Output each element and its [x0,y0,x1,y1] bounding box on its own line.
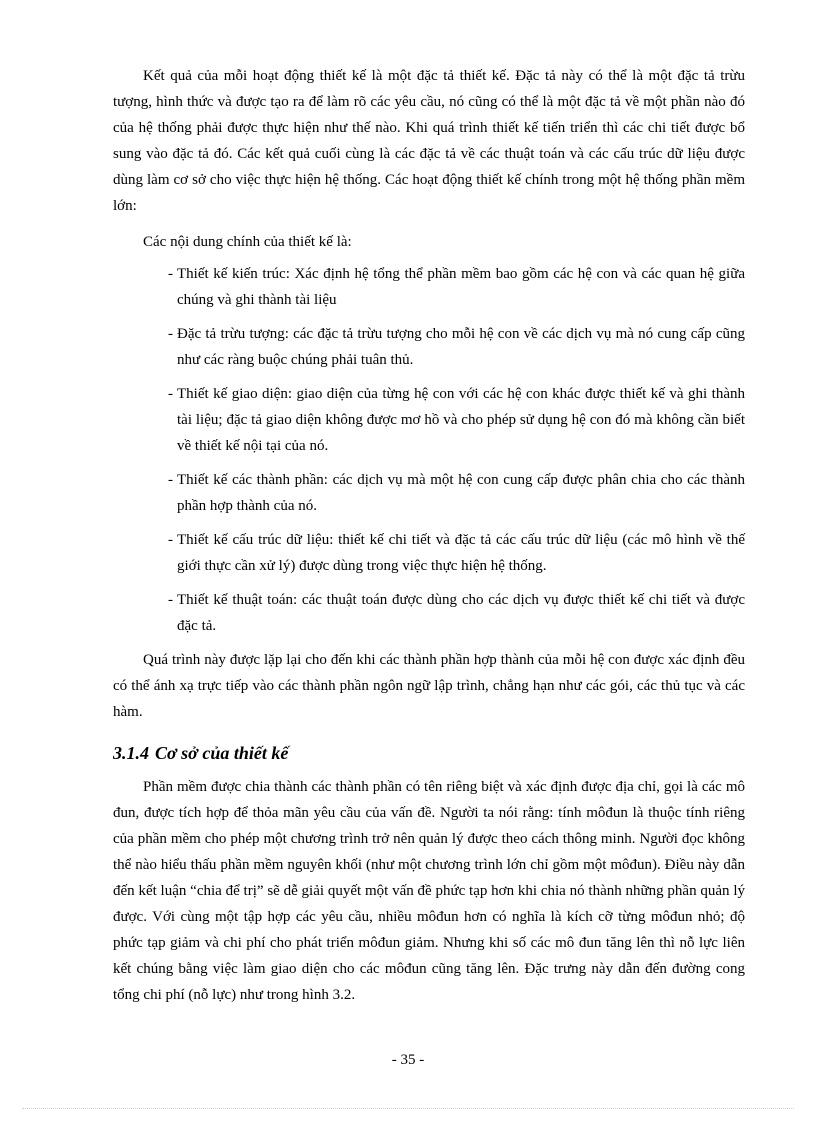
list-item-text: Thiết kế thuật toán: các thuật toán được dùng cho các dịch vụ được thiết kế chi tiết và được đặc tả. [177,592,745,634]
bullet-dash: - [168,532,173,548]
repeat-paragraph: Quá trình này được lặp lại cho đến khi các thành phần hợp thành của mỗi hệ con được xác định đều có thể ánh xạ trực tiếp vào các thành phần ngôn ngữ lập trình, chẳng hạn như các gói, các thủ tục và các hàm. [113,652,745,720]
list-item [168,527,745,579]
page-content [113,63,745,1018]
page-number: - 35 - [391,1052,425,1068]
list-item-text: Thiết kế kiến trúc: Xác định hệ tổng thể phần mềm bao gồm các hệ con và các quan hệ giữa chúng và ghi thành tài liệu [177,266,745,308]
list-item-text: Thiết kế cấu trúc dữ liệu: thiết kế chi tiết và đặc tả các cấu trúc dữ liệu (các mô hình về thế giới thực cần xử lý) được dùng trong việc thực hiện hệ thống. [177,532,745,574]
footer-divider [22,1108,794,1109]
list-item [168,467,745,519]
list-item [168,381,745,459]
bullet-dash: - [168,266,173,282]
list-item-text: Thiết kế các thành phần: các dịch vụ mà một hệ con cung cấp được phân chia cho các thành phần hợp thành của nó. [177,472,745,514]
list-item [168,261,745,313]
design-activities-list [113,261,745,639]
section-title: Cơ sở của thiết kế [155,743,289,763]
bullet-dash: - [168,472,173,488]
section-heading [113,743,745,764]
bullet-dash: - [168,386,173,402]
list-item [168,321,745,373]
list-item-text: Đặc tả trừu tượng: các đặc tả trừu tượng cho mỗi hệ con về các dịch vụ mà nó cung cấp cũng như các ràng buộc chúng phải tuân thủ. [177,326,745,368]
bullet-dash: - [168,592,173,608]
list-item [168,587,745,639]
contents-intro: Các nội dung chính của thiết kế là: [143,234,352,250]
section-number: 3.1.4 [113,743,149,763]
intro-paragraph: Kết quả của mỗi hoạt động thiết kế là một đặc tả thiết kế. Đặc tả này có thể là một đặc tả trừu tượng, hình thức và được tạo ra để làm rõ các yêu cầu, nó cũng có thể là một đặc tả về một phần nào đó của hệ thống phải được thực hiện như thế nào. Khi quá trình thiết kế tiến triển thì các chi tiết được bổ sung vào đặc tả đó. Các kết quả cuối cùng là các đặc tả về các thuật toán và các cấu trúc dữ liệu được dùng làm cơ sở cho việc thực hiện hệ thống. Các hoạt động thiết kế chính trong một hệ thống phần mềm lớn: [113,68,745,214]
list-item-text: Thiết kế giao diện: giao diện của từng hệ con với các hệ con khác được thiết kế và ghi thành tài liệu; đặc tả giao diện không được mơ hồ và cho phép sử dụng hệ con đó mà không cần biết về thiết kế nội tại của nó. [177,386,745,454]
bullet-dash: - [168,326,173,342]
section-paragraph: Phần mềm được chia thành các thành phần có tên riêng biệt và xác định được địa chỉ, gọi là các mô đun, được tích hợp để thỏa mãn yêu cầu của vấn đề. Người ta nói rằng: tính môđun là thuộc tính riêng của phần mềm cho phép một chương trình trở nên quản lý được theo cách thông minh. Người đọc không thể nào hiểu thấu phần mềm nguyên khối (như một chương trình lớn chỉ gồm một môđun). Điều này dẫn đến kết luận “chia để trị” sẽ dễ giải quyết một vấn đề phức tạp hơn khi chia nó thành những phần quản lý được. Với cùng một tập hợp các yêu cầu, nhiều môđun hơn có nghĩa là kích cỡ từng môđun nhỏ; độ phức tạp giảm và chi phí cho phát triển môđun giảm. Nhưng khi số các mô đun tăng lên thì nỗ lực liên kết chúng bằng việc làm giao diện cho các môđun cũng tăng lên. Đặc trưng này dẫn đến đường cong tổng chi phí (nỗ lực) như trong hình 3.2. [113,779,745,1003]
